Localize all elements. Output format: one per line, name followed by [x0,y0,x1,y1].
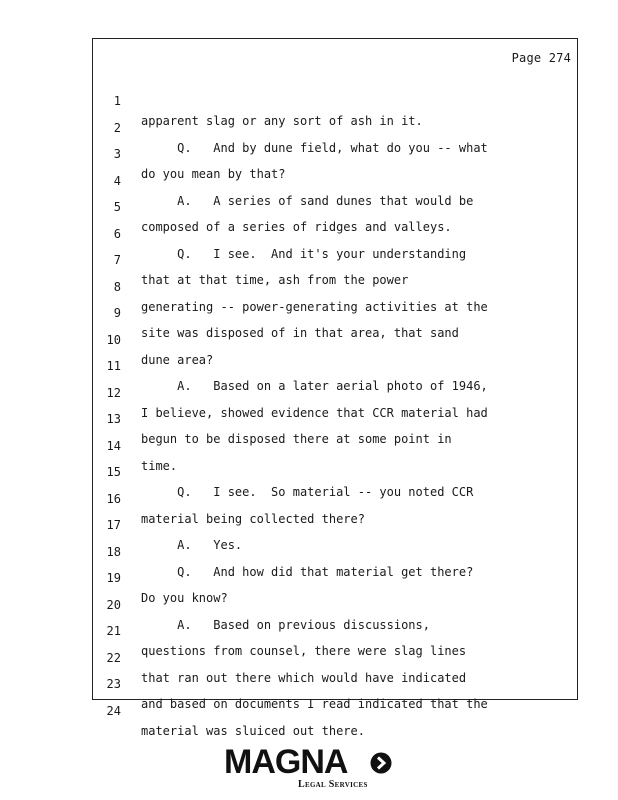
line-text: that ran out there which would have indicated [141,670,467,685]
line-number: 14 [106,438,121,453]
line-number: 10 [106,332,121,347]
line-text: Q. And by dune field, what do you -- what [141,140,488,155]
line-text: that at that time, ash from the power [141,273,409,287]
line-text: and based on documents I read indicated that the [141,697,488,711]
line-number: 21 [106,624,121,638]
line-number: 23 [106,677,121,691]
line-text: dune area? [141,352,214,367]
line-number: 4 [113,173,121,188]
line-text: do you mean by that? [141,167,286,181]
transcript-line [93,71,577,128]
line-text: site was disposed of in that area, that sand [141,326,459,340]
line-text: material was sluiced out there. [141,723,365,738]
line-number: 5 [113,200,121,214]
line-number: 9 [113,306,121,320]
logo-subtitle: Legal Services [298,779,368,790]
magna-logo [0,742,618,798]
line-number: 3 [113,147,121,161]
chevron-right-icon [370,752,392,774]
line-number: 8 [113,279,121,294]
line-text: A. Based on a later aerial photo of 1946, [141,379,488,393]
line-number: 11 [106,359,121,373]
line-text: material being collected there? [141,511,365,526]
line-text: I believe, showed evidence that CCR material had [141,405,488,420]
line-number: 17 [106,518,121,532]
line-text: composed of a series of ridges and valleys. [141,220,452,234]
logo-wordmark: MAGNA [224,743,348,781]
line-text: Q. And how did that material get there? [141,564,474,579]
line-text: A. Based on previous discussions, [141,617,430,632]
line-number: 2 [113,120,121,135]
line-text: A. A series of sand dunes that would be [141,193,474,208]
line-number: 6 [113,226,121,241]
line-number: 7 [113,253,121,267]
line-text: apparent slag or any sort of ash in it. [141,114,423,128]
page-number: Page 274 [511,51,571,65]
line-text: time. [141,458,178,473]
line-number: 16 [106,491,121,506]
line-text: questions from counsel, there were slag lines [141,644,467,658]
line-number: 1 [113,94,121,108]
line-number: 15 [106,465,121,479]
line-number: 13 [106,412,121,426]
line-text: begun to be disposed there at some point in [141,432,452,446]
line-text: Do you know? [141,591,228,605]
line-number: 19 [106,571,121,585]
line-number: 18 [106,544,121,559]
transcript-page [92,38,578,738]
line-text: generating -- power-generating activities at the [141,299,488,314]
line-number: 12 [106,385,121,400]
line-text: Q. I see. So material -- you noted CCR [141,485,474,499]
line-number: 22 [106,650,121,665]
line-text: Q. I see. And it's your understanding [141,246,467,261]
line-number: 24 [106,703,121,718]
line-text: A. Yes. [141,538,243,552]
line-number: 20 [106,597,121,612]
